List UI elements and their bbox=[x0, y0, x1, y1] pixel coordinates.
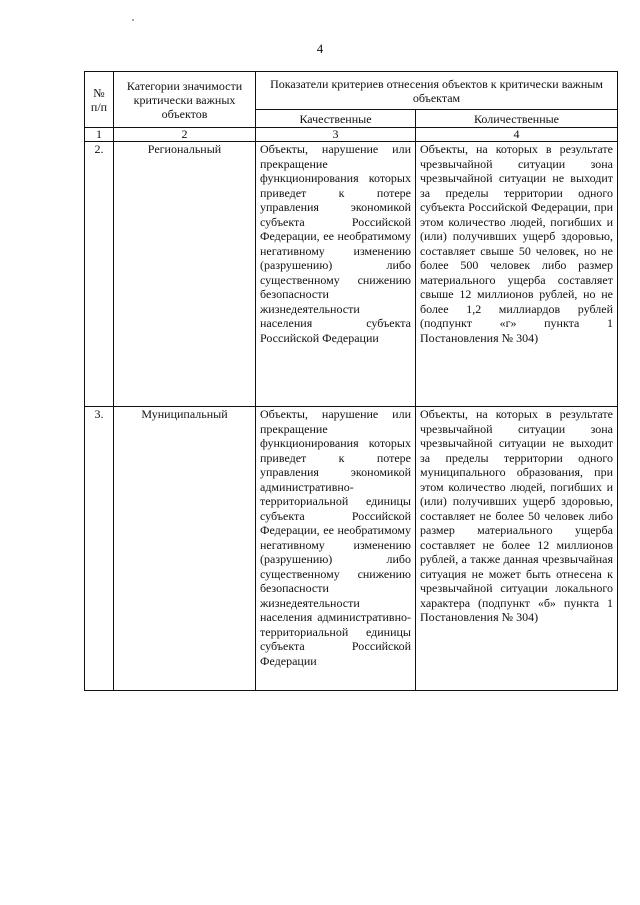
row-qualitative: Объекты, нарушение или прекращение функционирования которых приведет к потере управления экономикой административно-территориальной единицы субъекта Российской Федерации, ее необратимому негативному изменению (разрушению) либо существенному снижению безопасности жизнедеятельности населения административно-территориальной единицы субъекта Российской Федерации bbox=[256, 407, 416, 691]
header-indicators: Показатели критериев отнесения объектов к критически важным объектам bbox=[256, 72, 618, 110]
column-number: 1 bbox=[85, 128, 114, 142]
row-number: 3. bbox=[85, 407, 114, 691]
column-number: 4 bbox=[416, 128, 618, 142]
row-qualitative: Объекты, нарушение или прекращение функционирования которых приведет к потере управления экономикой субъекта Российской Федерации, ее необратимому негативному изменению (разрушению) либо существенному снижению безопасности жизнедеятельности населения субъекта Российской Федерации bbox=[256, 142, 416, 407]
row-quantitative: Объекты, на которых в результате чрезвычайной ситуации зона чрезвычайной ситуации не выходит за пределы территории одного субъекта Российской Федерации, при этом количество людей, погибших и (или) получивших ущерб здоровью, составляет свыше 50 человек, но не более 500 человек либо размер материального ущерба составляет свыше 12 миллионов рублей, но не более 1,2 миллиардов рублей (подпункт «г» пункта 1 Постановления № 304) bbox=[416, 142, 618, 407]
row-number: 2. bbox=[85, 142, 114, 407]
header-qualitative: Качественные bbox=[256, 110, 416, 128]
column-number: 3 bbox=[256, 128, 416, 142]
header-category: Категории значимости критически важных объектов bbox=[114, 72, 256, 128]
header-number: № п/п bbox=[85, 72, 114, 128]
header-quantitative: Количественные bbox=[416, 110, 618, 128]
table-row bbox=[85, 142, 618, 407]
table-row bbox=[85, 407, 618, 691]
row-category: Региональный bbox=[114, 142, 256, 407]
row-quantitative: Объекты, на которых в результате чрезвычайной ситуации зона чрезвычайной ситуации не выходит за пределы территории одного муниципального образования, при этом количество людей, погибших и (или) получивших ущерб здоровью, составляет не более 50 человек либо размер материального ущерба составляет не более 12 миллионов рублей, а также данная чрезвычайная ситуация не может быть отнесена к чрезвычайной ситуации локального характера (подпункт «б» пункта 1 Постановления № 304) bbox=[416, 407, 618, 691]
criteria-table bbox=[84, 71, 618, 691]
column-number-row bbox=[85, 128, 618, 142]
column-number: 2 bbox=[114, 128, 256, 142]
scan-speck bbox=[132, 19, 134, 21]
row-category: Муниципальный bbox=[114, 407, 256, 691]
page-number: 4 bbox=[316, 41, 324, 56]
